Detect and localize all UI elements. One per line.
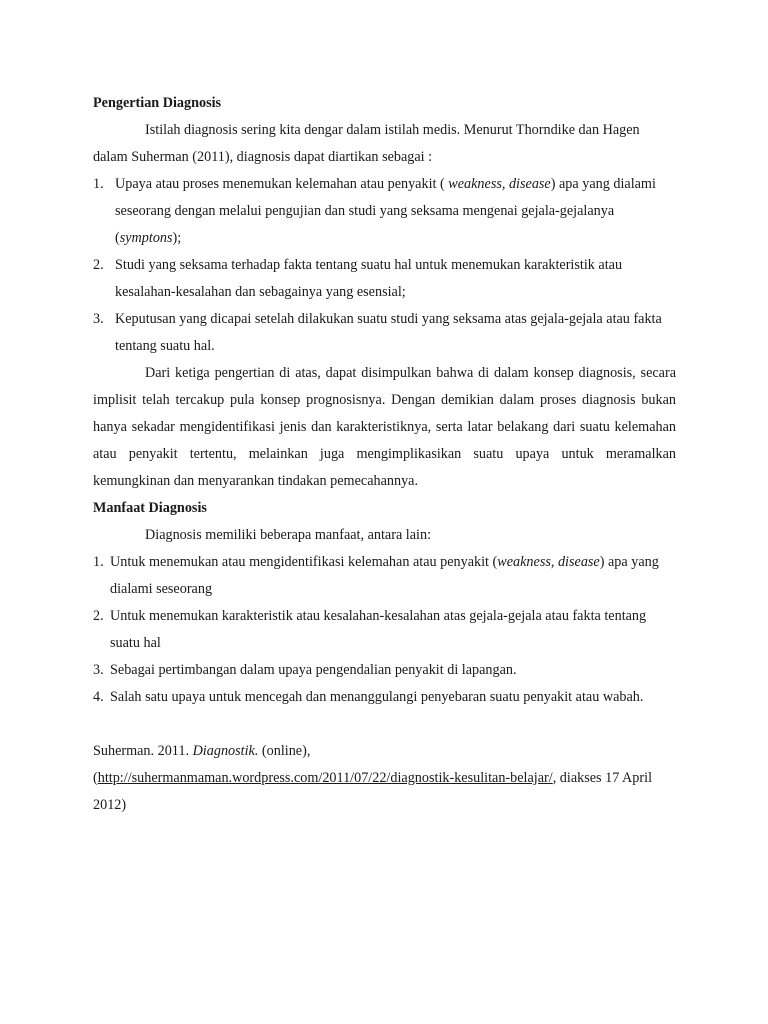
list-number: 1.	[93, 176, 104, 192]
list-number: 2.	[93, 257, 104, 273]
list-number: 2.	[93, 608, 104, 624]
reference-author: Suherman. 2011.	[93, 743, 193, 759]
reference-accessed: , diakses 17 April 2012)	[93, 770, 653, 813]
reference-online: (online),	[258, 743, 311, 759]
section-title-manfaat: Manfaat Diagnosis	[93, 500, 207, 516]
item-text: Salah satu upaya untuk mencegah dan menanggulangi penyebaran suatu penyakit atau wabah.	[110, 689, 644, 705]
definition-list	[93, 171, 676, 360]
document-page	[93, 90, 676, 819]
item-text: Studi yang seksama terhadap fakta tentang suatu hal untuk menemukan karakteristik atau kesalahan-kesalahan dan sebagainya yang esensial;	[115, 257, 623, 300]
item-text: Untuk menemukan atau mengidentifikasi kelemahan atau penyakit (	[110, 554, 498, 570]
item-text: Upaya atau proses menemukan kelemahan atau penyakit (	[115, 176, 449, 192]
spacer	[93, 711, 676, 738]
list-number: 1.	[93, 554, 104, 570]
item-text: Untuk menemukan karakteristik atau kesalahan-kesalahan atas gejala-gejala atau fakta tentang suatu hal	[110, 608, 647, 651]
list-item	[93, 657, 676, 684]
intro-paragraph: Istilah diagnosis sering kita dengar dalam istilah medis. Menurut Thorndike dan Hagen dalam Suherman (2011), diagnosis dapat diartikan sebagai :	[93, 122, 640, 165]
list-item	[93, 684, 676, 711]
list-item	[93, 306, 676, 360]
list-item	[93, 252, 676, 306]
italic-term: weakness, disease	[448, 176, 551, 192]
conclusion-paragraph: Dari ketiga pengertian di atas, dapat disimpulkan bahwa di dalam konsep diagnosis, secara implisit telah tercakup pula konsep prognosisnya. Dengan demikian dalam proses diagnosis bukan hanya sekadar mengidentifikasi jenis dan karakteristiknya, serta latar belakang dari suatu kelemahan atau penyakit tertentu, melainkan juga mengimplikasikan suatu upaya untuk meramalkan kemungkinan dan menyarankan tindakan pemecahannya.	[93, 365, 676, 489]
section-title-pengertian: Pengertian Diagnosis	[93, 95, 222, 111]
list-number: 4.	[93, 689, 104, 705]
item-text: ) apa yang dialami seseorang	[110, 554, 659, 597]
reference-link[interactable]: http://suhermanmaman.wordpress.com/2011/07/22/diagnostik-kesulitan-belajar/	[97, 770, 553, 786]
reference-title: Diagnostik.	[192, 743, 259, 759]
list-item	[93, 549, 676, 603]
item-text: Keputusan yang dicapai setelah dilakukan suatu studi yang seksama atas gejala-gejala atau fakta tentang suatu hal.	[115, 311, 662, 354]
reference-paren: (	[93, 770, 98, 786]
benefits-intro: Diagnosis memiliki beberapa manfaat, antara lain:	[145, 527, 432, 543]
reference	[93, 738, 676, 819]
list-item	[93, 603, 676, 657]
list-number: 3.	[93, 662, 104, 678]
list-number: 3.	[93, 311, 104, 327]
benefits-list	[93, 549, 676, 711]
item-text: );	[172, 230, 182, 246]
italic-term: symptons	[119, 230, 173, 246]
item-text: ) apa yang dialami seseorang dengan melalui pengujian dan studi yang seksama mengenai gejala-gejalanya (	[115, 176, 656, 246]
list-item	[93, 171, 676, 252]
italic-term: weakness, disease	[497, 554, 600, 570]
item-text: Sebagai pertimbangan dalam upaya pengendalian penyakit di lapangan.	[110, 662, 517, 678]
